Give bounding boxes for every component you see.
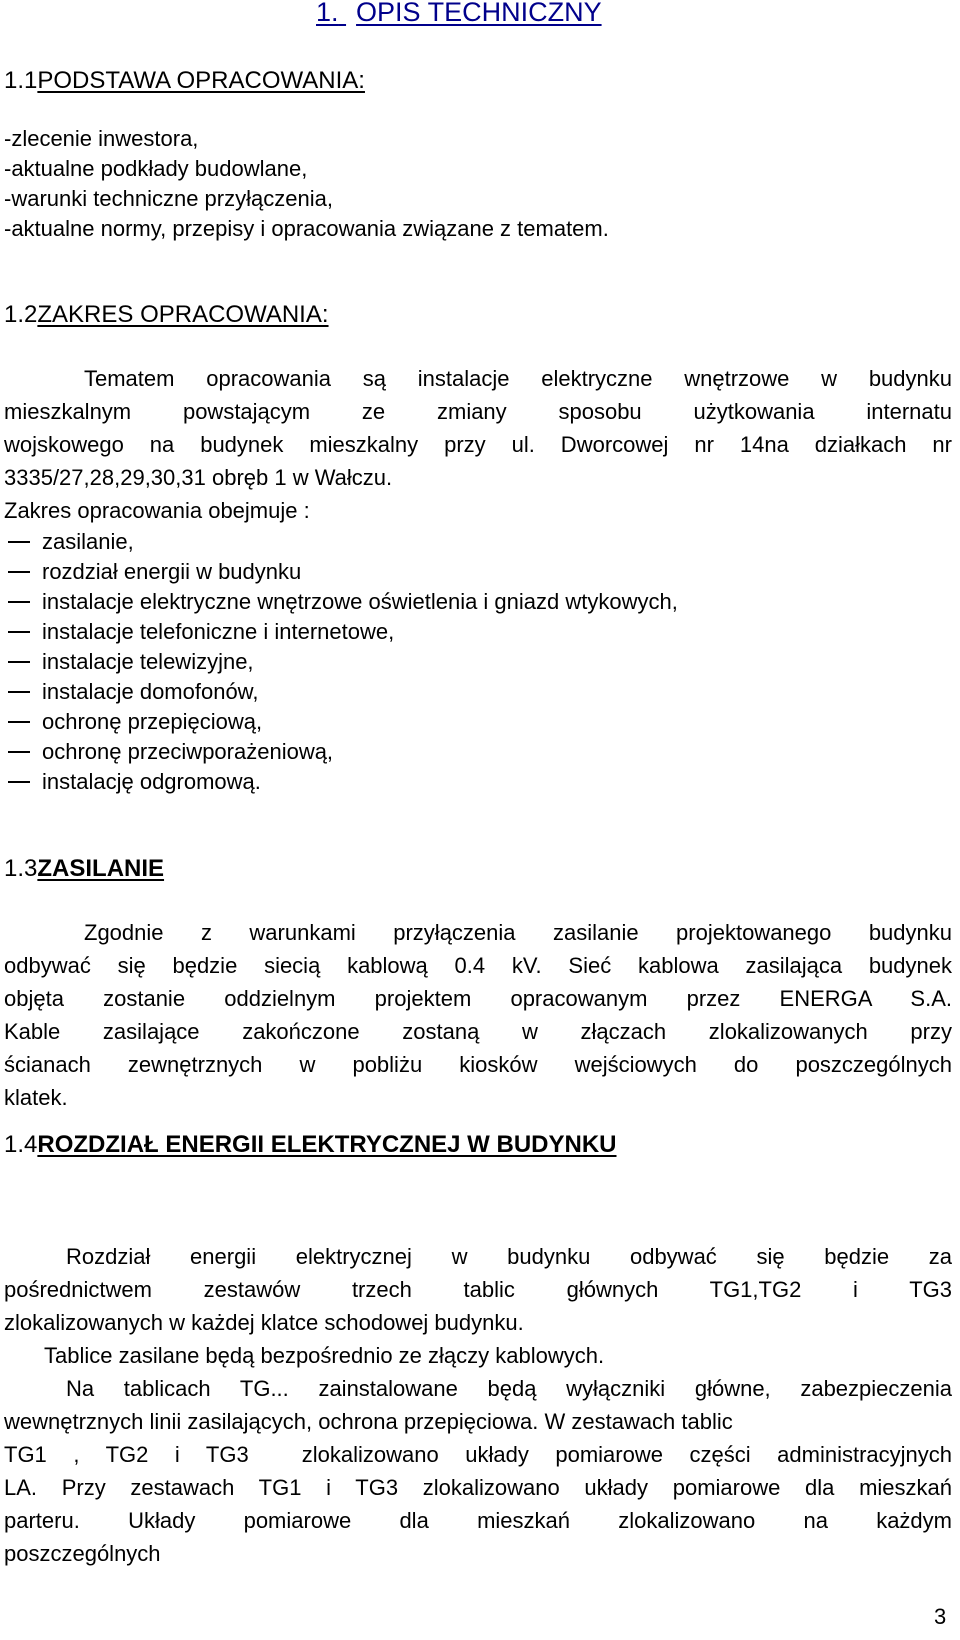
distribution-line: LA. Przy zestawach TG1 i TG3 zlokalizowano układy pomiarowe dla mieszkań bbox=[4, 1475, 952, 1500]
page-number: 3 bbox=[934, 1604, 947, 1629]
scope-list-item: ochronę przepięciową, bbox=[8, 707, 262, 737]
section-1-1-heading bbox=[4, 64, 365, 98]
scope-paragraph-line: Tematem opracowania są instalacje elektryczne wnętrzowe w budynku bbox=[84, 366, 952, 391]
dash-bullet-icon bbox=[8, 781, 30, 783]
basis-item: -zlecenie inwestora, bbox=[4, 126, 199, 151]
basis-item: -aktualne normy, przepisy i opracowania związane z tematem. bbox=[4, 216, 609, 241]
section-1-2-title: ZAKRES OPRACOWANIA: bbox=[37, 301, 329, 328]
supply-line: objęta zostanie oddzielnym projektem opracowanym przez ENERGA S.A. bbox=[4, 986, 952, 1011]
main-heading-title: OPIS TECHNICZNY bbox=[356, 0, 602, 27]
dash-bullet-icon bbox=[8, 661, 30, 663]
basis-item: -warunki techniczne przyłączenia, bbox=[4, 186, 333, 211]
section-1-2-number: 1.2 bbox=[4, 301, 38, 328]
section-1-2-heading bbox=[4, 298, 329, 332]
distribution-line: wewnętrznych linii zasilających, ochrona przepięciowa. W zestawach tablic bbox=[4, 1409, 733, 1434]
scope-paragraph-line: mieszkalnym powstającym ze zmiany sposobu użytkowania internatu bbox=[4, 399, 952, 424]
scope-list-item: instalacje telewizyjne, bbox=[8, 647, 254, 677]
scope-list-item: zasilanie, bbox=[8, 527, 134, 557]
scope-intro: Zakres opracowania obejmuje : bbox=[4, 498, 310, 523]
scope-paragraph-line: wojskowego na budynek mieszkalny przy ul. Dworcowej nr 14na działkach nr bbox=[4, 432, 952, 457]
distribution-line: pośrednictwem zestawów trzech tablic głównych TG1,TG2 i TG3 bbox=[4, 1277, 952, 1302]
supply-line: Zgodnie z warunkami przyłączenia zasilanie projektowanego budynku bbox=[84, 920, 952, 945]
dash-bullet-icon bbox=[8, 631, 30, 633]
main-heading bbox=[316, 0, 602, 30]
distribution-line: poszczególnych bbox=[4, 1541, 161, 1566]
section-1-3-heading bbox=[4, 852, 164, 886]
section-1-4-title: ROZDZIAŁ ENERGII ELEKTRYCZNEJ W BUDYNKU bbox=[37, 1131, 617, 1158]
section-1-3-number: 1.3 bbox=[4, 855, 38, 882]
supply-line: ścianach zewnętrznych w pobliżu kiosków wejściowych do poszczególnych bbox=[4, 1052, 952, 1077]
section-1-1-number: 1.1 bbox=[4, 67, 38, 94]
scope-list-item: rozdział energii w budynku bbox=[8, 557, 301, 587]
dash-bullet-icon bbox=[8, 721, 30, 723]
distribution-line: parteru. Układy pomiarowe dla mieszkań zlokalizowano na każdym bbox=[4, 1508, 952, 1533]
scope-paragraph-line: 3335/27,28,29,30,31 obręb 1 w Wałczu. bbox=[4, 465, 393, 490]
supply-line: odbywać się będzie siecią kablową 0.4 kV. Sieć kablowa zasilająca budynek bbox=[4, 953, 952, 978]
distribution-line: Na tablicach TG... zainstalowane będą wyłączniki główne, zabezpieczenia bbox=[66, 1376, 952, 1401]
dash-bullet-icon bbox=[8, 691, 30, 693]
scope-list-item: instalacje telefoniczne i internetowe, bbox=[8, 617, 394, 647]
scope-list-item: instalację odgromową. bbox=[8, 767, 261, 797]
section-1-4-heading bbox=[4, 1128, 617, 1162]
supply-line: klatek. bbox=[4, 1085, 68, 1110]
distribution-line: Tablice zasilane będą bezpośrednio ze złączy kablowych. bbox=[44, 1343, 605, 1368]
scope-list-item: instalacje domofonów, bbox=[8, 677, 258, 707]
dash-bullet-icon bbox=[8, 571, 30, 573]
section-1-1-title: PODSTAWA OPRACOWANIA: bbox=[37, 67, 365, 94]
dash-bullet-icon bbox=[8, 541, 30, 543]
scope-list-item: instalacje elektryczne wnętrzowe oświetlenia i gniazd wtykowych, bbox=[8, 587, 678, 617]
dash-bullet-icon bbox=[8, 751, 30, 753]
basis-item: -aktualne podkłady budowlane, bbox=[4, 156, 308, 181]
section-1-3-title: ZASILANIE bbox=[37, 855, 165, 882]
distribution-line: zlokalizowanych w każdej klatce schodowej budynku. bbox=[4, 1310, 524, 1335]
main-heading-number: 1. bbox=[316, 0, 339, 27]
dash-bullet-icon bbox=[8, 601, 30, 603]
distribution-line: Rozdział energii elektrycznej w budynku odbywać się będzie za bbox=[66, 1244, 952, 1269]
distribution-line: TG1 , TG2 i TG3 zlokalizowano układy pomiarowe części administracyjnych bbox=[4, 1442, 952, 1467]
section-1-4-number: 1.4 bbox=[4, 1131, 38, 1158]
supply-line: Kable zasilające zakończone zostaną w złączach zlokalizowanych przy bbox=[4, 1019, 952, 1044]
scope-list-item: ochronę przeciwporażeniową, bbox=[8, 737, 333, 767]
